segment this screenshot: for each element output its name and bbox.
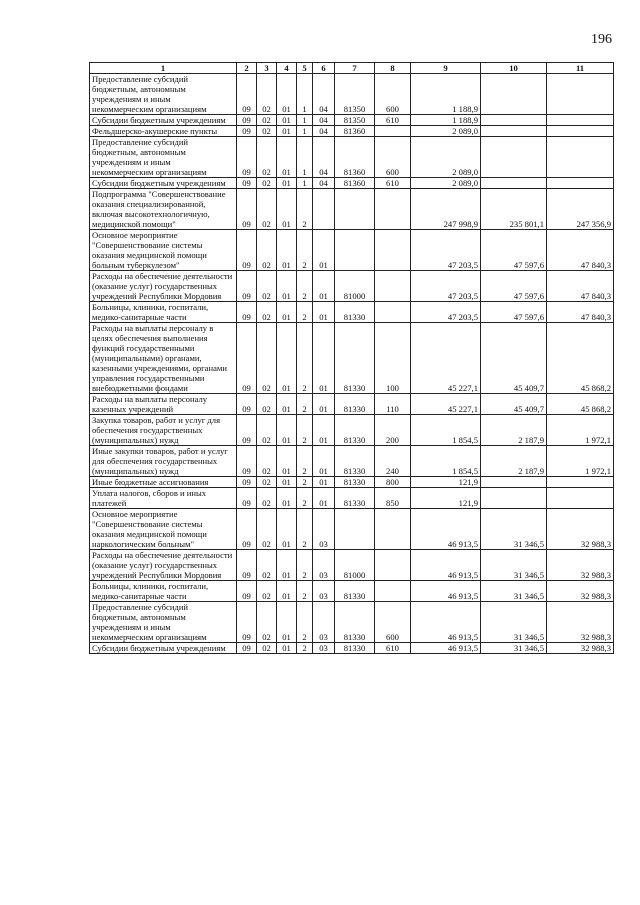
col-header: 9 <box>411 63 481 74</box>
amount-year-3: 32 988,3 <box>547 509 614 550</box>
ministry-code: 09 <box>237 74 257 115</box>
subsection-code: 01 <box>277 446 297 477</box>
expense-code <box>335 509 375 550</box>
amount-year-3 <box>547 477 614 488</box>
subsection-code: 01 <box>277 178 297 189</box>
type-code: 610 <box>375 643 411 654</box>
program-code: 2 <box>297 488 313 509</box>
program-code: 2 <box>297 581 313 602</box>
program-code: 2 <box>297 415 313 446</box>
row-name: Расходы на выплаты персоналу казенных учреждений <box>90 394 237 415</box>
subprogram-code: 04 <box>313 74 335 115</box>
table-row <box>90 302 614 323</box>
program-code: 1 <box>297 137 313 178</box>
ministry-code: 09 <box>237 271 257 302</box>
subprogram-code: 04 <box>313 137 335 178</box>
section-code: 02 <box>257 446 277 477</box>
row-name: Предоставление субсидий бюджетным, автономным учреждениям и иным некоммерческим организациям <box>90 74 237 115</box>
type-code <box>375 126 411 137</box>
program-code: 2 <box>297 643 313 654</box>
amount-year-3: 1 972,1 <box>547 415 614 446</box>
amount-year-1: 121,9 <box>411 488 481 509</box>
table-row <box>90 446 614 477</box>
amount-year-1: 46 913,5 <box>411 581 481 602</box>
amount-year-2 <box>481 488 547 509</box>
ministry-code: 09 <box>237 643 257 654</box>
section-code: 02 <box>257 126 277 137</box>
amount-year-1: 2 089,0 <box>411 137 481 178</box>
type-code <box>375 189 411 230</box>
table-row <box>90 581 614 602</box>
subprogram-code: 01 <box>313 230 335 271</box>
subsection-code: 01 <box>277 74 297 115</box>
table-row <box>90 477 614 488</box>
amount-year-2: 47 597,6 <box>481 302 547 323</box>
row-name: Основное мероприятие "Совершенствование системы оказания медицинской помощи наркологическим больным" <box>90 509 237 550</box>
ministry-code: 09 <box>237 581 257 602</box>
section-code: 02 <box>257 323 277 394</box>
type-code: 110 <box>375 394 411 415</box>
amount-year-1: 45 227,1 <box>411 394 481 415</box>
section-code: 02 <box>257 550 277 581</box>
col-header: 8 <box>375 63 411 74</box>
table-row <box>90 550 614 581</box>
amount-year-1: 1 854,5 <box>411 446 481 477</box>
table-row <box>90 189 614 230</box>
type-code <box>375 509 411 550</box>
subprogram-code: 01 <box>313 477 335 488</box>
type-code <box>375 550 411 581</box>
subprogram-code: 01 <box>313 323 335 394</box>
expense-code: 81330 <box>335 477 375 488</box>
type-code <box>375 302 411 323</box>
subsection-code: 01 <box>277 509 297 550</box>
row-name: Больницы, клиники, госпитали, медико-санитарные части <box>90 302 237 323</box>
col-header: 4 <box>277 63 297 74</box>
amount-year-3: 32 988,3 <box>547 550 614 581</box>
amount-year-1: 1 854,5 <box>411 415 481 446</box>
expense-code: 81330 <box>335 302 375 323</box>
table-row <box>90 394 614 415</box>
row-name: Предоставление субсидий бюджетным, автономным учреждениям и иным некоммерческим организациям <box>90 137 237 178</box>
subprogram-code: 03 <box>313 550 335 581</box>
subsection-code: 01 <box>277 602 297 643</box>
type-code: 610 <box>375 178 411 189</box>
subprogram-code: 03 <box>313 581 335 602</box>
amount-year-2: 31 346,5 <box>481 550 547 581</box>
amount-year-2: 47 597,6 <box>481 271 547 302</box>
program-code: 1 <box>297 126 313 137</box>
amount-year-1: 47 203,5 <box>411 230 481 271</box>
amount-year-1: 47 203,5 <box>411 302 481 323</box>
subsection-code: 01 <box>277 643 297 654</box>
amount-year-2 <box>481 126 547 137</box>
subsection-code: 01 <box>277 550 297 581</box>
section-code: 02 <box>257 415 277 446</box>
subprogram-code: 04 <box>313 126 335 137</box>
amount-year-1: 46 913,5 <box>411 602 481 643</box>
subprogram-code: 01 <box>313 415 335 446</box>
type-code: 100 <box>375 323 411 394</box>
amount-year-2: 31 346,5 <box>481 581 547 602</box>
amount-year-2: 31 346,5 <box>481 643 547 654</box>
amount-year-3 <box>547 126 614 137</box>
ministry-code: 09 <box>237 477 257 488</box>
col-header: 5 <box>297 63 313 74</box>
col-header: 1 <box>90 63 237 74</box>
amount-year-2 <box>481 137 547 178</box>
program-code: 1 <box>297 115 313 126</box>
page-number: 196 <box>591 32 612 47</box>
amount-year-2 <box>481 178 547 189</box>
amount-year-2: 45 409,7 <box>481 394 547 415</box>
subsection-code: 01 <box>277 137 297 178</box>
amount-year-1: 47 203,5 <box>411 271 481 302</box>
amount-year-2 <box>481 74 547 115</box>
program-code: 2 <box>297 602 313 643</box>
expense-code: 81330 <box>335 323 375 394</box>
expense-code <box>335 189 375 230</box>
expense-code: 81350 <box>335 74 375 115</box>
row-name: Расходы на выплаты персоналу в целях обеспечения выполнения функций государственными (муниципальными) органами, казенными учреждениями, органами управления государственными внебюджетными фондами <box>90 323 237 394</box>
ministry-code: 09 <box>237 137 257 178</box>
table-row <box>90 415 614 446</box>
subsection-code: 01 <box>277 115 297 126</box>
ministry-code: 09 <box>237 230 257 271</box>
table-row <box>90 74 614 115</box>
program-code: 2 <box>297 230 313 271</box>
amount-year-3: 247 356,9 <box>547 189 614 230</box>
table-row <box>90 230 614 271</box>
expense-code: 81330 <box>335 446 375 477</box>
subsection-code: 01 <box>277 323 297 394</box>
type-code <box>375 271 411 302</box>
amount-year-3 <box>547 74 614 115</box>
amount-year-3 <box>547 115 614 126</box>
section-code: 02 <box>257 189 277 230</box>
ministry-code: 09 <box>237 550 257 581</box>
amount-year-2: 45 409,7 <box>481 323 547 394</box>
expense-code: 81000 <box>335 550 375 581</box>
program-code: 2 <box>297 302 313 323</box>
subsection-code: 01 <box>277 415 297 446</box>
program-code: 1 <box>297 178 313 189</box>
amount-year-2: 2 187,9 <box>481 446 547 477</box>
type-code: 200 <box>375 415 411 446</box>
amount-year-3: 1 972,1 <box>547 446 614 477</box>
col-header: 6 <box>313 63 335 74</box>
amount-year-2: 235 801,1 <box>481 189 547 230</box>
row-name: Субсидии бюджетным учреждениям <box>90 115 237 126</box>
row-name: Иные бюджетные ассигнования <box>90 477 237 488</box>
col-header: 3 <box>257 63 277 74</box>
ministry-code: 09 <box>237 178 257 189</box>
col-header: 7 <box>335 63 375 74</box>
table-row <box>90 643 614 654</box>
section-code: 02 <box>257 581 277 602</box>
amount-year-1: 46 913,5 <box>411 509 481 550</box>
table-row <box>90 178 614 189</box>
amount-year-3: 47 840,3 <box>547 302 614 323</box>
amount-year-2: 31 346,5 <box>481 602 547 643</box>
expense-code: 81330 <box>335 643 375 654</box>
program-code: 2 <box>297 394 313 415</box>
ministry-code: 09 <box>237 488 257 509</box>
section-code: 02 <box>257 602 277 643</box>
subsection-code: 01 <box>277 271 297 302</box>
amount-year-2 <box>481 115 547 126</box>
program-code: 2 <box>297 509 313 550</box>
amount-year-3: 45 868,2 <box>547 394 614 415</box>
type-code: 610 <box>375 115 411 126</box>
program-code: 2 <box>297 446 313 477</box>
table-row <box>90 137 614 178</box>
expense-code: 81330 <box>335 394 375 415</box>
type-code <box>375 230 411 271</box>
section-code: 02 <box>257 178 277 189</box>
subprogram-code: 03 <box>313 643 335 654</box>
amount-year-1: 1 188,9 <box>411 115 481 126</box>
amount-year-1: 45 227,1 <box>411 323 481 394</box>
table-row <box>90 126 614 137</box>
program-code: 2 <box>297 550 313 581</box>
col-header: 2 <box>237 63 257 74</box>
table-row <box>90 488 614 509</box>
col-header: 11 <box>547 63 614 74</box>
amount-year-1: 121,9 <box>411 477 481 488</box>
expense-code: 81330 <box>335 488 375 509</box>
row-name: Основное мероприятие "Совершенствование системы оказания медицинской помощи больным туберкулезом" <box>90 230 237 271</box>
col-header: 10 <box>481 63 547 74</box>
type-code: 240 <box>375 446 411 477</box>
subsection-code: 01 <box>277 126 297 137</box>
amount-year-2 <box>481 477 547 488</box>
amount-year-3: 45 868,2 <box>547 323 614 394</box>
subprogram-code: 03 <box>313 509 335 550</box>
ministry-code: 09 <box>237 509 257 550</box>
amount-year-3: 32 988,3 <box>547 602 614 643</box>
program-code: 2 <box>297 323 313 394</box>
amount-year-3 <box>547 178 614 189</box>
amount-year-3: 47 840,3 <box>547 271 614 302</box>
row-name: Фельдшерско-акушерские пункты <box>90 126 237 137</box>
subsection-code: 01 <box>277 477 297 488</box>
row-name: Расходы на обеспечение деятельности (оказание услуг) государственных учреждений Республики Мордовия <box>90 271 237 302</box>
ministry-code: 09 <box>237 394 257 415</box>
table-row <box>90 509 614 550</box>
ministry-code: 09 <box>237 323 257 394</box>
row-name: Расходы на обеспечение деятельности (оказание услуг) государственных учреждений Республики Мордовия <box>90 550 237 581</box>
row-name: Больницы, клиники, госпитали, медико-санитарные части <box>90 581 237 602</box>
table-row <box>90 602 614 643</box>
subprogram-code: 03 <box>313 602 335 643</box>
expense-code: 81330 <box>335 581 375 602</box>
ministry-code: 09 <box>237 602 257 643</box>
expense-code: 81360 <box>335 126 375 137</box>
row-name: Уплата налогов, сборов и иных платежей <box>90 488 237 509</box>
amount-year-3 <box>547 137 614 178</box>
ministry-code: 09 <box>237 115 257 126</box>
subprogram-code: 01 <box>313 488 335 509</box>
amount-year-2: 2 187,9 <box>481 415 547 446</box>
section-code: 02 <box>257 488 277 509</box>
amount-year-3: 32 988,3 <box>547 643 614 654</box>
expense-code: 81000 <box>335 271 375 302</box>
amount-year-1: 247 998,9 <box>411 189 481 230</box>
amount-year-3 <box>547 488 614 509</box>
type-code <box>375 581 411 602</box>
expense-code: 81330 <box>335 602 375 643</box>
amount-year-1: 2 089,0 <box>411 126 481 137</box>
expense-code: 81360 <box>335 137 375 178</box>
section-code: 02 <box>257 394 277 415</box>
type-code: 800 <box>375 477 411 488</box>
subprogram-code: 04 <box>313 178 335 189</box>
section-code: 02 <box>257 302 277 323</box>
ministry-code: 09 <box>237 446 257 477</box>
section-code: 02 <box>257 643 277 654</box>
type-code: 600 <box>375 602 411 643</box>
subsection-code: 01 <box>277 581 297 602</box>
header-row <box>90 63 614 74</box>
expense-code: 81330 <box>335 415 375 446</box>
subsection-code: 01 <box>277 230 297 271</box>
subprogram-code: 01 <box>313 271 335 302</box>
subsection-code: 01 <box>277 302 297 323</box>
amount-year-2: 47 597,6 <box>481 230 547 271</box>
amount-year-3: 32 988,3 <box>547 581 614 602</box>
section-code: 02 <box>257 137 277 178</box>
amount-year-3: 47 840,3 <box>547 230 614 271</box>
subprogram-code: 01 <box>313 446 335 477</box>
amount-year-1: 46 913,5 <box>411 643 481 654</box>
amount-year-1: 2 089,0 <box>411 178 481 189</box>
subsection-code: 01 <box>277 189 297 230</box>
subprogram-code: 01 <box>313 394 335 415</box>
type-code: 600 <box>375 74 411 115</box>
table-row <box>90 323 614 394</box>
table-row <box>90 115 614 126</box>
subsection-code: 01 <box>277 488 297 509</box>
table-row <box>90 271 614 302</box>
program-code: 2 <box>297 271 313 302</box>
type-code: 850 <box>375 488 411 509</box>
expense-code <box>335 230 375 271</box>
program-code: 2 <box>297 477 313 488</box>
subprogram-code: 04 <box>313 115 335 126</box>
section-code: 02 <box>257 477 277 488</box>
section-code: 02 <box>257 230 277 271</box>
row-name: Субсидии бюджетным учреждениям <box>90 178 237 189</box>
ministry-code: 09 <box>237 126 257 137</box>
type-code: 600 <box>375 137 411 178</box>
row-name: Субсидии бюджетным учреждениям <box>90 643 237 654</box>
row-name: Иные закупки товаров, работ и услуг для обеспечения государственных (муниципальных) нужд <box>90 446 237 477</box>
amount-year-2: 31 346,5 <box>481 509 547 550</box>
row-name: Предоставление субсидий бюджетным, автономным учреждениям и иным некоммерческим организациям <box>90 602 237 643</box>
program-code: 2 <box>297 189 313 230</box>
section-code: 02 <box>257 115 277 126</box>
amount-year-1: 46 913,5 <box>411 550 481 581</box>
budget-table <box>89 62 614 654</box>
ministry-code: 09 <box>237 302 257 323</box>
row-name: Подпрограмма "Совершенствование оказания специализированной, включая высокотехнологичную, медицинской помощи" <box>90 189 237 230</box>
section-code: 02 <box>257 509 277 550</box>
amount-year-1: 1 188,9 <box>411 74 481 115</box>
row-name: Закупка товаров, работ и услуг для обеспечения государственных (муниципальных) нужд <box>90 415 237 446</box>
program-code: 1 <box>297 74 313 115</box>
subsection-code: 01 <box>277 394 297 415</box>
expense-code: 81350 <box>335 115 375 126</box>
subprogram-code: 01 <box>313 302 335 323</box>
ministry-code: 09 <box>237 415 257 446</box>
expense-code: 81360 <box>335 178 375 189</box>
section-code: 02 <box>257 74 277 115</box>
ministry-code: 09 <box>237 189 257 230</box>
subprogram-code <box>313 189 335 230</box>
section-code: 02 <box>257 271 277 302</box>
